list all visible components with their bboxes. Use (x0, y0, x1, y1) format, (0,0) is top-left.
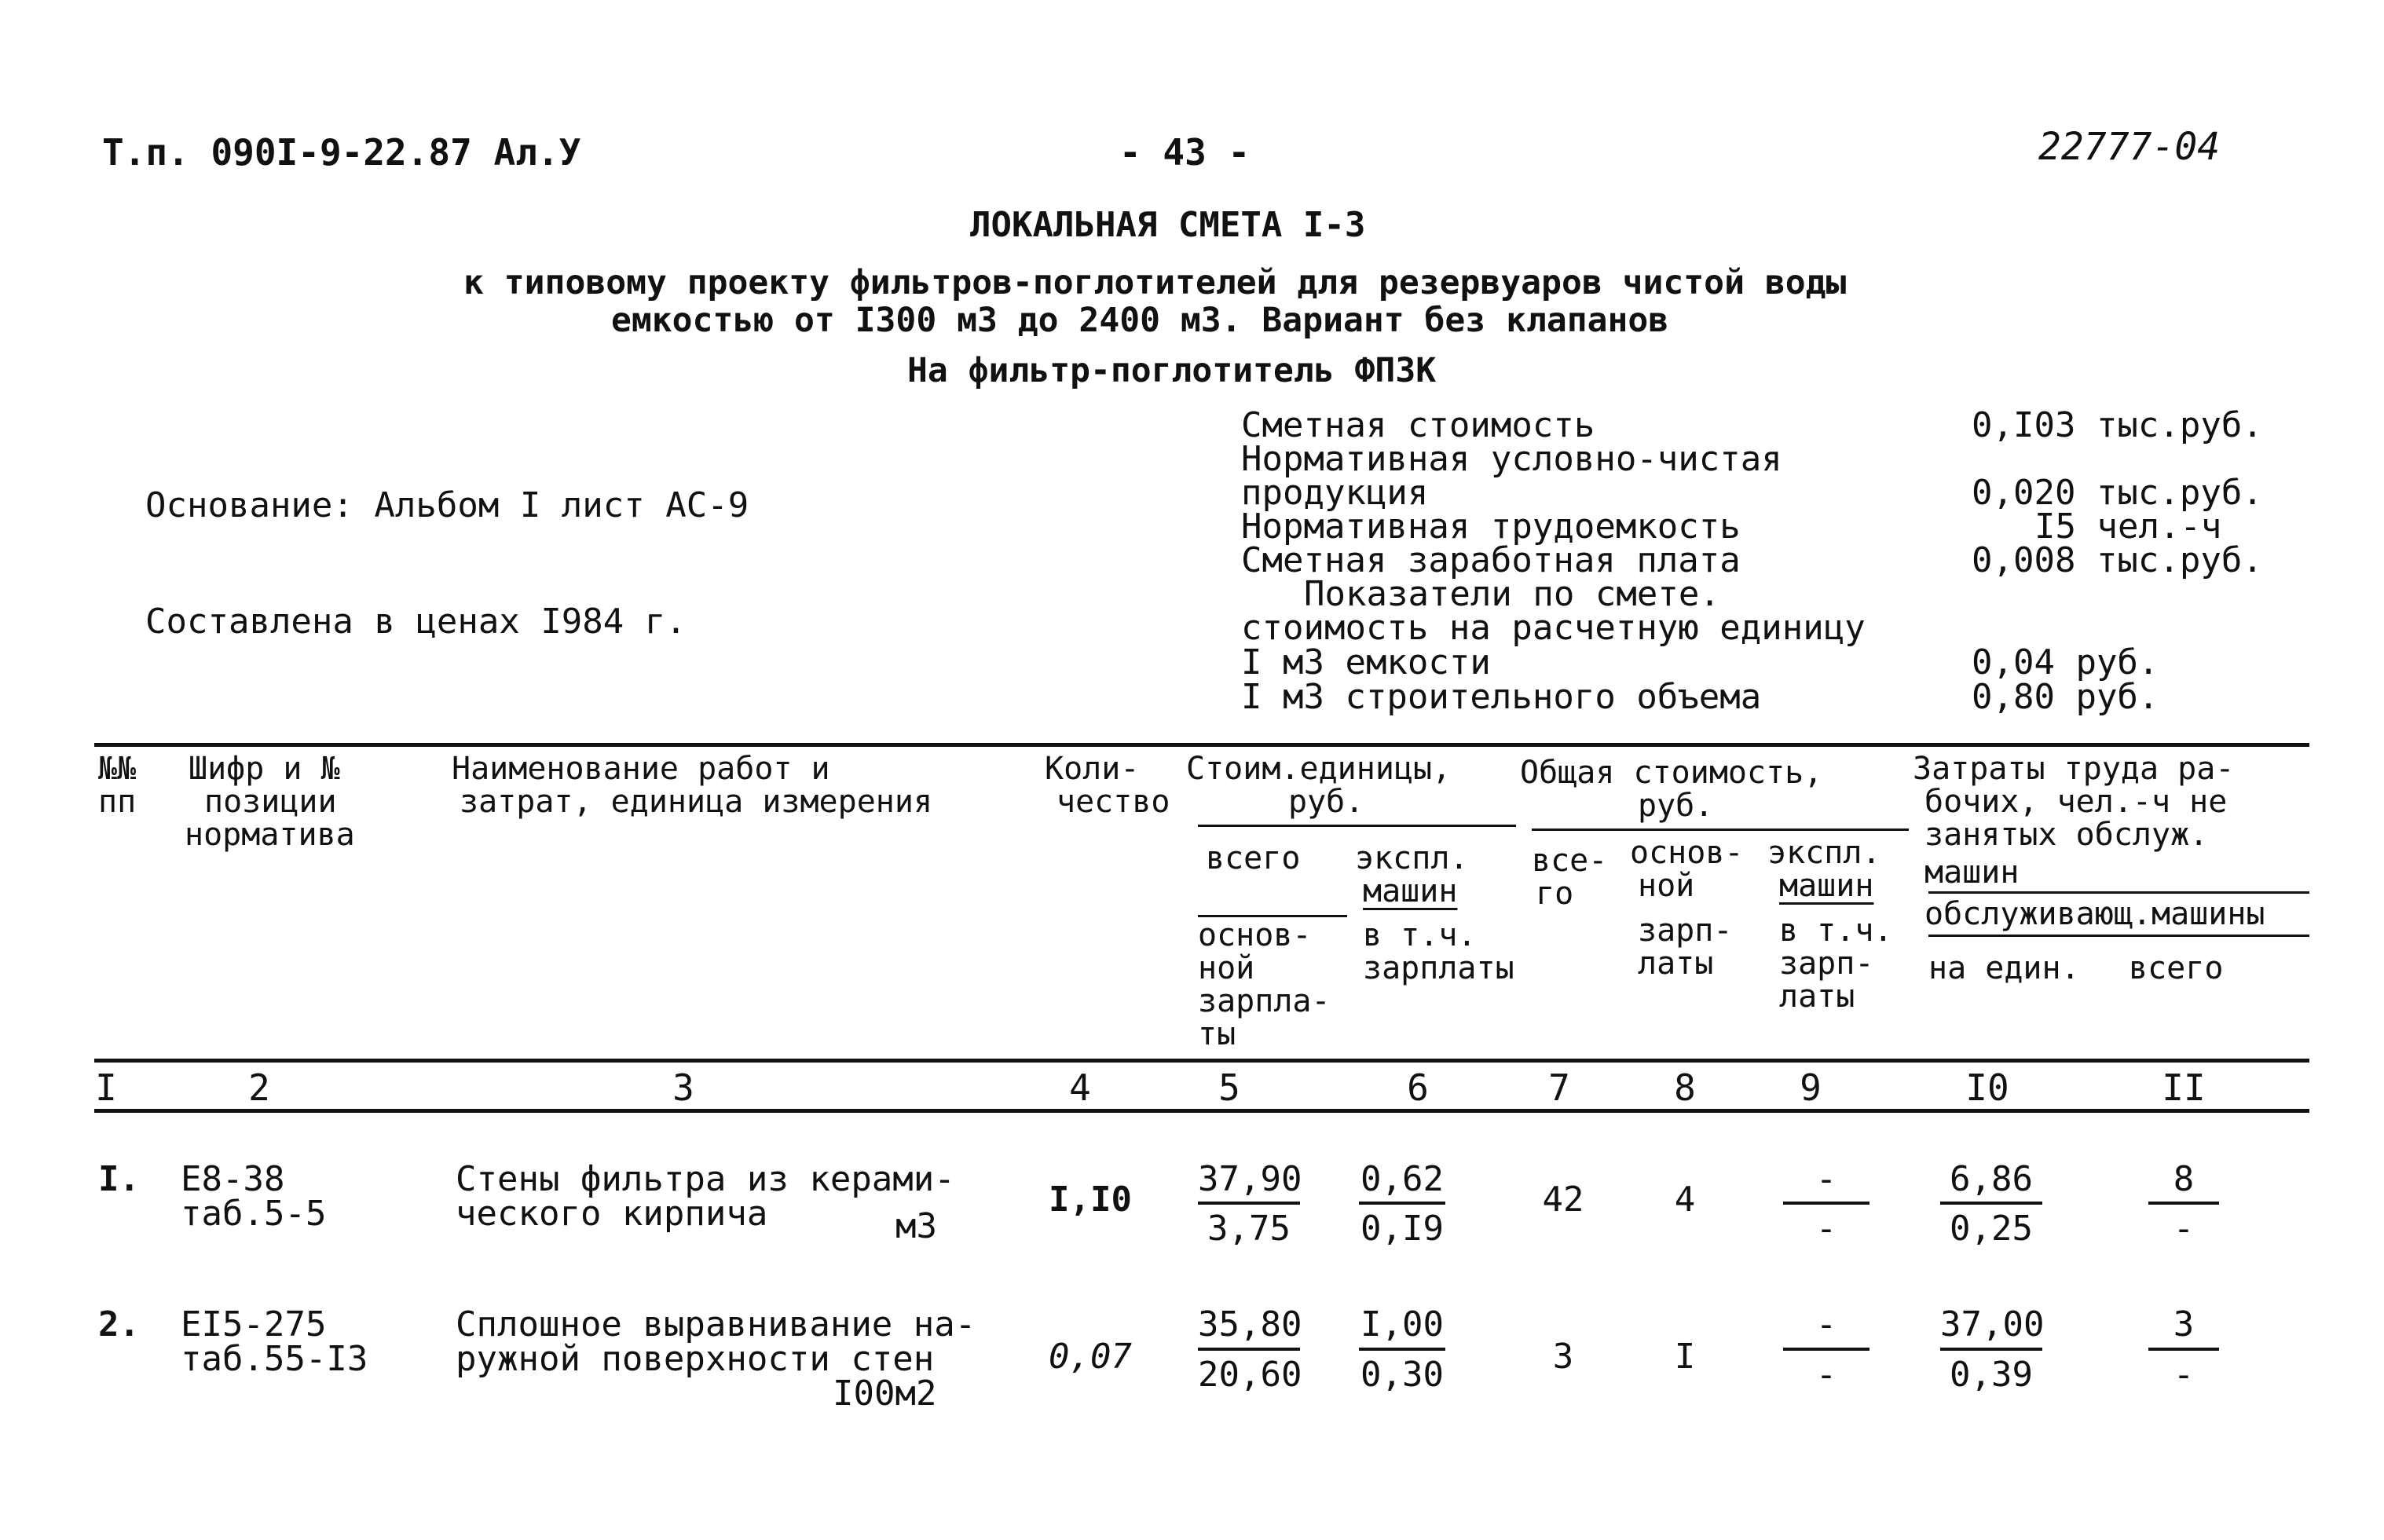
th-col6-2: машин (1363, 873, 1458, 909)
row-2-col5-top: 35,80 (1198, 1304, 1302, 1344)
th-col6-3: в т.ч. (1363, 917, 1477, 953)
th-col9-5: латы (1779, 979, 1855, 1015)
colnum-9: 9 (1800, 1066, 1822, 1109)
summary-wage-value: 0,008 тыс.руб. (1972, 540, 2263, 580)
th-total-cost-2: руб. (1638, 788, 1714, 824)
th-code-2: позиции (204, 784, 337, 820)
th-col9-3: в т.ч. (1779, 913, 1893, 949)
header-bottom-rule (94, 1059, 2309, 1063)
th-col6-1: экспл. (1355, 840, 1469, 876)
summary-product-label-1: Нормативная условно-чистая (1241, 439, 1782, 479)
summary-volume-label: I м3 строительного объема (1241, 677, 1762, 717)
title-line-3: На фильтр-поглотитель ФПЗК (907, 351, 1437, 390)
row-2-col10-rule (1940, 1348, 2042, 1351)
colnum-1: I (95, 1066, 117, 1109)
row-2-col8: I (1674, 1337, 1696, 1377)
th-unit-cost-1: Стоим.единицы, (1186, 751, 1452, 787)
summary-cost-label: Сметная стоимость (1241, 405, 1595, 445)
row-2-col11-bottom: - (2173, 1355, 2195, 1395)
title-line-1: к типовому проекту фильтров-поглотителей для резервуаров чистой воды (463, 263, 1847, 302)
project-code: Т.п. 090I-9-22.87 Ал.У (102, 131, 581, 174)
colnum-3: 3 (672, 1066, 694, 1109)
row-2-col5-rule (1198, 1348, 1300, 1351)
total-cost-rule (1532, 829, 1909, 831)
th-col9-4: зарп- (1779, 946, 1874, 982)
th-col9-2: машин (1779, 868, 1874, 904)
colnum-8: 8 (1674, 1066, 1696, 1109)
colnum-7: 7 (1548, 1066, 1570, 1109)
row-1-col7: 42 (1542, 1180, 1584, 1220)
colnum-5: 5 (1218, 1066, 1240, 1109)
row-2-col7: 3 (1552, 1337, 1574, 1377)
row-2-col6-rule (1359, 1348, 1445, 1351)
row-2-name-2: ружной поверхности стен (456, 1339, 935, 1379)
row-2-col6-top: I,00 (1360, 1304, 1444, 1344)
th-col8-4: латы (1638, 946, 1714, 982)
row-1-col5-top: 37,90 (1198, 1159, 1302, 1199)
colnum-10: I0 (1965, 1066, 2009, 1109)
column-numbers-rule (94, 1109, 2309, 1113)
th-col5-2: основ- (1198, 917, 1312, 953)
labor-rule-2 (1928, 935, 2309, 937)
th-col7-2: го (1536, 876, 1574, 912)
th-labor-1: Затраты труда ра- (1913, 751, 2235, 787)
row-2-name-1: Сплошное выравнивание на- (456, 1304, 976, 1344)
row-2-quantity: 0,07 (1049, 1337, 1132, 1377)
row-2-col11-rule (2148, 1348, 2219, 1351)
row-1-name-1: Стены фильтра из керами- (456, 1159, 955, 1199)
summary-labor-value: I5 чел.-ч (2034, 507, 2222, 547)
summary-capacity-label: I м3 емкости (1241, 642, 1491, 682)
th-col8-2: ной (1638, 868, 1695, 904)
colnum-6: 6 (1407, 1066, 1429, 1109)
row-1-col8: 4 (1674, 1180, 1696, 1220)
labor-rule-1 (1928, 891, 2309, 894)
summary-volume-value: 0,80 руб. (1972, 677, 2159, 717)
th-name-2: затрат, единица измерения (460, 784, 933, 820)
th-labor-5: обслуживающ.машины (1924, 896, 2265, 932)
summary-cost-value: 0,I03 тыс.руб. (1972, 405, 2263, 445)
row-1-code-2: таб.5-5 (181, 1194, 327, 1234)
title-line-2: емкостью от I300 м3 до 2400 м3. Вариант без клапанов (611, 301, 1669, 340)
row-1-name-2: ческого кирпича (456, 1194, 768, 1234)
th-col11: всего (2129, 950, 2224, 986)
row-1-code-1: Е8-38 (181, 1159, 285, 1199)
th-col5-5: ты (1198, 1016, 1236, 1052)
row-1-col5-rule (1198, 1202, 1300, 1205)
th-unit-cost-2: руб. (1288, 784, 1364, 820)
row-2-number: 2. (98, 1304, 140, 1344)
row-2-unit: I00м2 (833, 1374, 937, 1414)
row-1-col9-bottom: - (1815, 1209, 1837, 1249)
colnum-4: 4 (1069, 1066, 1091, 1109)
summary-indicators-heading: Показатели по смете. (1304, 574, 1720, 614)
row-2-col9-rule (1783, 1348, 1869, 1351)
colnum-2: 2 (248, 1066, 270, 1109)
row-2-code-1: ЕI5-275 (181, 1304, 327, 1344)
row-2-col10-bottom: 0,39 (1950, 1355, 2033, 1395)
row-1-col11-rule (2148, 1202, 2219, 1205)
row-2-col11-top: 3 (2173, 1304, 2195, 1344)
th-number-1: №№ (98, 751, 137, 787)
summary-labor-label: Нормативная трудоемкость (1241, 507, 1741, 547)
document-title: ЛОКАЛЬНАЯ СМЕТА I-3 (970, 205, 1366, 245)
basis-text: Основание: Альбом I лист АС-9 (145, 485, 749, 525)
row-1-col10-top: 6,86 (1950, 1159, 2033, 1199)
prices-text: Составлена в ценах I984 г. (145, 602, 687, 642)
row-1-quantity: I,I0 (1049, 1180, 1132, 1220)
th-labor-3: занятых обслуж. (1924, 817, 2209, 853)
row-1-number: I. (98, 1159, 140, 1199)
row-1-unit: м3 (895, 1206, 937, 1246)
row-1-col11-bottom: - (2173, 1209, 2195, 1249)
document-number: 22777-04 (2038, 125, 2221, 169)
th-qty-2: чество (1057, 784, 1170, 820)
summary-capacity-value: 0,04 руб. (1972, 642, 2159, 682)
row-1-col5-bottom: 3,75 (1207, 1209, 1291, 1249)
row-2-col9-top: - (1815, 1304, 1837, 1344)
row-1-col6-bottom: 0,I9 (1360, 1209, 1444, 1249)
row-1-col9-top: - (1815, 1159, 1837, 1199)
row-1-col11-top: 8 (2173, 1159, 2195, 1199)
th-col5-1: всего (1206, 840, 1301, 876)
colnum-11: II (2162, 1066, 2206, 1109)
th-total-cost-1: Общая стоимость, (1520, 755, 1823, 791)
row-1-col6-rule (1359, 1202, 1445, 1205)
th-col7-1: все- (1532, 843, 1608, 879)
summary-wage-label: Сметная заработная плата (1241, 540, 1741, 580)
th-code-3: норматива (185, 817, 355, 853)
summary-product-value: 0,020 тыс.руб. (1972, 473, 2263, 513)
page-number: - 43 - (1119, 131, 1251, 174)
th-col8-3: зарп- (1638, 913, 1733, 949)
th-col8-1: основ- (1630, 835, 1744, 871)
th-qty-1: Коли- (1045, 751, 1140, 787)
th-name-1: Наименование работ и (452, 751, 830, 787)
th-col9-1: экспл. (1767, 835, 1881, 871)
th-col6-4: зарплаты (1363, 950, 1514, 986)
row-1-col10-bottom: 0,25 (1950, 1209, 2033, 1249)
row-2-col9-bottom: - (1815, 1355, 1837, 1395)
summary-unit-cost-label: стоимость на расчетную единицу (1241, 608, 1866, 648)
unit-cost-rule (1198, 825, 1516, 827)
row-1-col6-top: 0,62 (1360, 1159, 1444, 1199)
th-code-1: Шифр и № (189, 751, 340, 787)
row-2-col5-bottom: 20,60 (1198, 1355, 1302, 1395)
th-col5-4: зарпла- (1198, 983, 1331, 1019)
row-1-col10-rule (1940, 1202, 2042, 1205)
row-1-col9-rule (1783, 1202, 1869, 1205)
row-2-col10-top: 37,00 (1940, 1304, 2045, 1344)
th-labor-2: бочих, чел.-ч не (1924, 784, 2228, 820)
row-2-col6-bottom: 0,30 (1360, 1355, 1444, 1395)
row-2-code-2: таб.55-I3 (181, 1339, 368, 1379)
th-col5-3: ной (1198, 950, 1255, 986)
th-number-2: пп (98, 784, 137, 820)
th-labor-4: машин (1924, 854, 2020, 891)
th-col10: на един. (1928, 950, 2080, 986)
summary-product-label-2: продукция (1241, 473, 1429, 513)
table-top-rule (94, 743, 2309, 747)
